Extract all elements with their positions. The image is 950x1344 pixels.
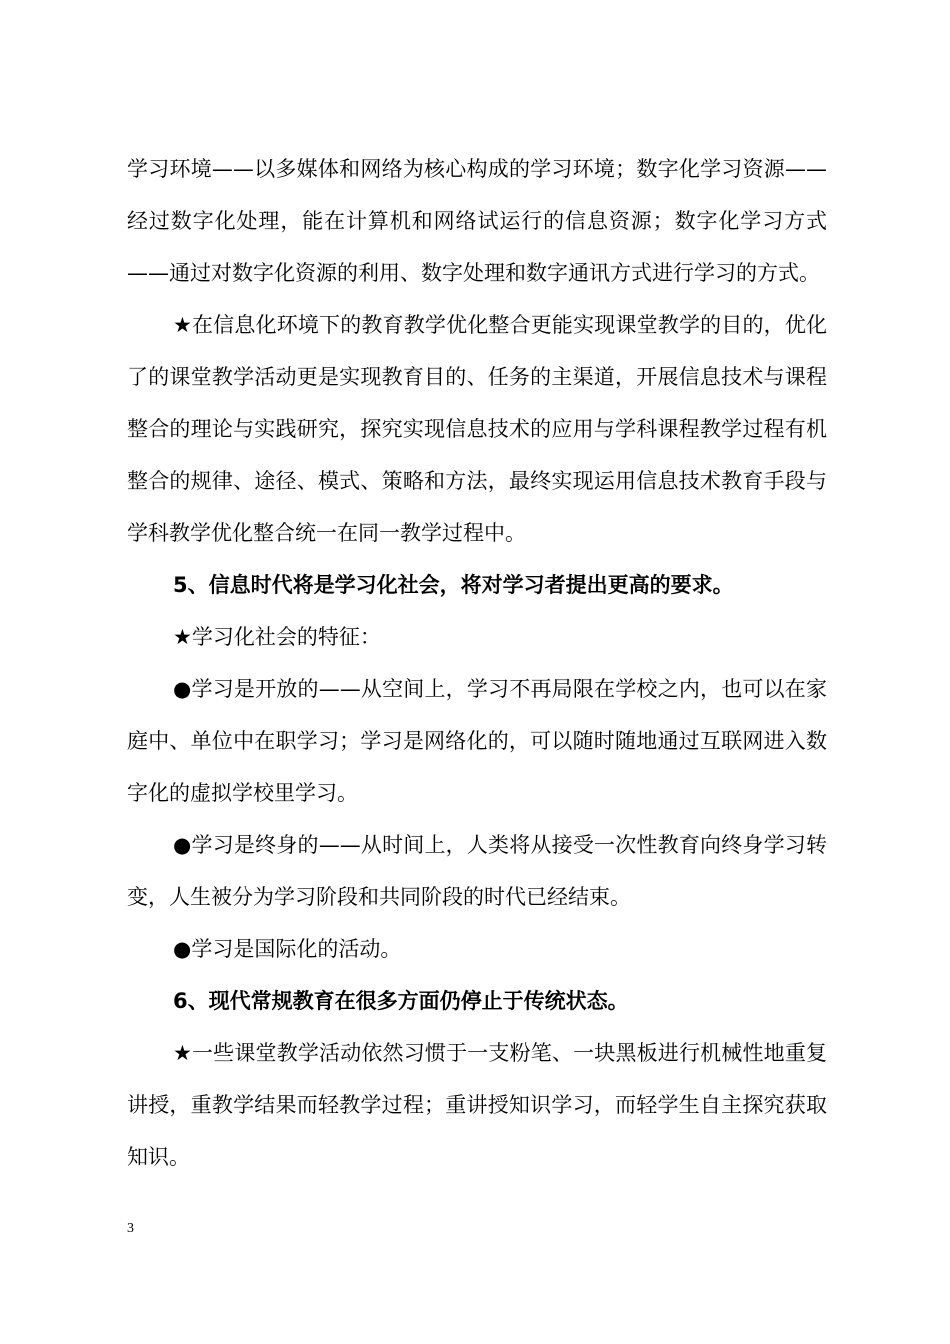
bullet-lifelong-learning: ●学习是终身的——从时间上，人类将从接受一次性教育向终身学习转变，人生被分为学习阶段和共同阶段的时代已经结束。 xyxy=(127,833,827,909)
page-number: 3 xyxy=(127,1221,134,1236)
paragraph-integration: ★在信息化环境下的教育教学优化整合更能实现课堂教学的目的，优化了的课堂教学活动更是实现教育目的、任务的主渠道，开展信息技术与课程整合的理论与实践研究，探究实现信息技术的应用与学科课程教学过程有机整合的规律、途径、模式、策略和方法，最终实现运用信息技术教育手段与学科教学优化整合统一在同一教学过程中。 xyxy=(127,313,827,545)
paragraph-learning-society-features: ★学习化社会的特征： xyxy=(173,625,381,649)
bullet-open-learning: ●学习是开放的——从空间上，学习不再局限在学校之内，也可以在家庭中、单位中在职学习；学习是网络化的，可以随时随地通过互联网进入数字化的虚拟学校里学习。 xyxy=(127,677,827,805)
paragraph-digital-learning: 学习环境——以多媒体和网络为核心构成的学习环境；数字化学习资源——经过数字化处理，能在计算机和网络试运行的信息资源；数字化学习方式——通过对数字化资源的利用、数字处理和数字通讯方式进行学习的方式。 xyxy=(127,157,827,285)
document-body xyxy=(127,143,827,1183)
paragraph-traditional-teaching: ★一些课堂教学活动依然习惯于一支粉笔、一块黑板进行机械性地重复讲授，重教学结果而轻教学过程；重讲授知识学习，而轻学生自主探究获取知识。 xyxy=(127,1041,827,1169)
bullet-international-learning: ●学习是国际化的活动。 xyxy=(173,937,402,961)
heading-section-6: 6、现代常规教育在很多方面仍停止于传统状态。 xyxy=(173,989,629,1013)
heading-section-5: 5、信息时代将是学习化社会，将对学习者提出更高的要求。 xyxy=(173,573,734,597)
